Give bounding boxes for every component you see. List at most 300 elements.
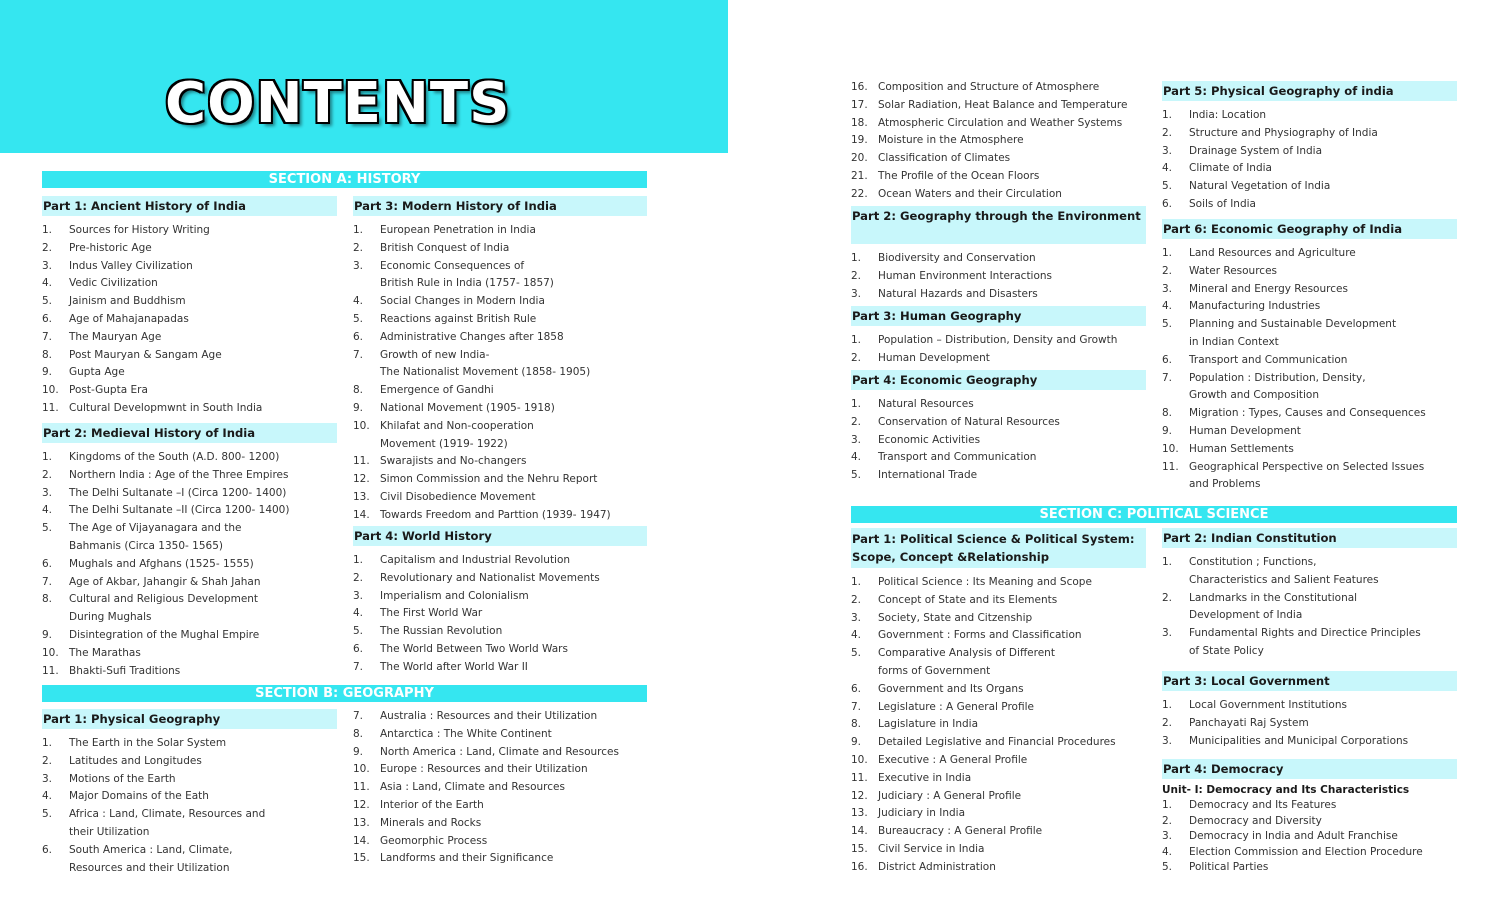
item-text: Human Settlements <box>1189 442 1294 455</box>
item-text: Political Parties <box>1189 861 1269 873</box>
part-heading: Part 1: Ancient History of India <box>42 196 337 216</box>
item-number: 14. <box>851 825 868 838</box>
list-item <box>1162 352 1457 370</box>
list-item <box>851 823 1146 841</box>
list-item <box>1162 196 1457 214</box>
item-text: Judiciary : A General Profile <box>878 789 1022 802</box>
item-number: 1. <box>851 334 862 346</box>
item-number: 7. <box>42 330 53 343</box>
polsci-part-3 <box>1162 671 1457 750</box>
item-number: 1. <box>42 737 53 749</box>
part-heading: Part 1: Political Science & Political System: Scope, Concept &Relationship <box>851 528 1146 568</box>
item-number: 1. <box>353 224 364 236</box>
item-text: Lagislature in India <box>878 718 979 731</box>
geography-part-4 <box>851 370 1146 485</box>
item-number: 7. <box>1162 371 1173 384</box>
item-number: 6. <box>851 682 862 695</box>
item-text: The First World War <box>380 607 483 620</box>
part-heading: Part 2: Indian Constitution <box>1162 528 1457 548</box>
item-number: 16. <box>851 860 868 873</box>
item-number: 5. <box>851 647 862 660</box>
list-item <box>42 842 337 878</box>
item-text: Asia : Land, Climate and Resources <box>380 781 565 794</box>
item-text: Economic Activities <box>878 433 981 446</box>
item-text: Mughals and Afghans (1525- 1555) <box>69 557 254 570</box>
section-b-header: SECTION B: GEOGRAPHY <box>42 685 647 702</box>
item-number: 5. <box>851 469 862 482</box>
item-number: 4. <box>851 629 862 642</box>
item-number: 2. <box>353 571 364 584</box>
history-part-2 <box>42 423 337 680</box>
item-number: 7. <box>353 660 364 673</box>
list-item <box>851 150 1146 168</box>
item-number: 5. <box>42 295 53 308</box>
list-item <box>42 400 337 418</box>
item-text: Structure and Physiography of India <box>1189 126 1378 139</box>
list-item <box>42 275 337 293</box>
section-c-header: SECTION C: POLITICAL SCIENCE <box>851 506 1457 523</box>
item-text: Age of Akbar, Jahangir & Shah Jahan <box>69 575 261 588</box>
part-heading: Part 2: Medieval History of India <box>42 423 337 443</box>
item-text: Local Government Institutions <box>1189 699 1347 711</box>
item-list <box>42 222 337 418</box>
list-item <box>353 471 647 489</box>
list-item <box>353 507 647 525</box>
item-text: British Conquest of India <box>380 241 510 254</box>
item-text: Democracy and Diversity <box>1189 814 1322 827</box>
item-text: National Movement (1905- 1918) <box>380 401 555 414</box>
item-number: 19. <box>851 134 868 147</box>
item-list <box>851 79 1146 204</box>
item-number: 5. <box>42 522 53 535</box>
geography-part-1-continued-2 <box>851 79 1146 204</box>
item-text: The Earth in the Solar System <box>69 737 227 749</box>
item-text: Classification of Climates <box>878 152 1011 165</box>
list-item <box>851 681 1146 699</box>
item-text: Disintegration of the Mughal Empire <box>69 628 260 641</box>
list-item <box>42 311 337 329</box>
item-number: 4. <box>1162 300 1173 313</box>
item-number: 10. <box>1162 442 1179 455</box>
item-number: 12. <box>851 789 868 802</box>
list-item <box>42 556 337 574</box>
item-text: Executive : A General Profile <box>878 753 1028 766</box>
item-number: 2. <box>851 593 862 606</box>
item-text: Composition and Structure of Atmosphere <box>878 81 1100 93</box>
item-list <box>42 449 337 680</box>
item-number: 7. <box>353 710 364 722</box>
item-text: Drainage System of India <box>1189 144 1323 157</box>
item-number: 9. <box>42 628 53 641</box>
item-number: 11. <box>851 771 868 784</box>
item-number: 5. <box>1162 861 1173 873</box>
item-text: Migration : Types, Causes and Consequences <box>1189 407 1426 420</box>
item-number: 2. <box>1162 264 1173 277</box>
item-number: 2. <box>851 269 862 282</box>
item-number: 12. <box>353 798 370 811</box>
history-part-3 <box>353 196 647 525</box>
item-text: Human Development <box>1189 424 1301 437</box>
list-item <box>353 418 647 454</box>
item-number: 2. <box>1162 814 1173 827</box>
list-item <box>42 735 337 753</box>
item-number: 8. <box>353 384 364 397</box>
item-text: Interior of the Earth <box>380 798 484 811</box>
list-item <box>353 744 647 762</box>
item-number: 1. <box>1162 799 1173 811</box>
item-text: Conservation of Natural Resources <box>878 415 1060 428</box>
list-item <box>353 833 647 851</box>
list-item <box>851 841 1146 859</box>
item-number: 1. <box>851 252 862 264</box>
geography-part-6 <box>1162 219 1457 494</box>
list-item <box>1162 459 1457 495</box>
list-item <box>1162 625 1457 661</box>
item-text: Civil Disobedience Movement <box>380 490 536 503</box>
item-number: 3. <box>1162 830 1173 842</box>
item-number: 3. <box>353 259 364 272</box>
unit-heading: Unit- I: Democracy and Its Characteristics <box>1162 784 1410 796</box>
item-number: 4. <box>353 607 364 620</box>
item-list <box>1162 554 1457 661</box>
list-item <box>1162 178 1457 196</box>
item-text: India: Location <box>1189 109 1267 121</box>
item-number: 2. <box>1162 716 1173 729</box>
item-number: 8. <box>1162 407 1173 420</box>
part-heading: Part 4: Democracy <box>1162 759 1457 779</box>
item-list <box>1162 697 1457 750</box>
list-item <box>353 588 647 606</box>
item-number: 15. <box>353 852 370 865</box>
item-number: 14. <box>353 834 370 847</box>
item-number: 4. <box>851 451 862 464</box>
item-number: 10. <box>42 384 59 397</box>
list-item <box>353 605 647 623</box>
item-text: The Profile of the Ocean Floors <box>878 169 1040 182</box>
list-item <box>353 489 647 507</box>
list-item <box>851 610 1146 628</box>
list-item <box>851 414 1146 432</box>
item-number: 15. <box>851 842 868 855</box>
item-number: 1. <box>1162 109 1173 121</box>
list-item <box>1162 860 1457 876</box>
part-heading: Part 2: Geography through the Environment <box>851 206 1146 244</box>
item-list <box>353 708 647 868</box>
section-a-header: SECTION A: HISTORY <box>42 171 647 188</box>
item-list <box>42 735 337 877</box>
item-number: 1. <box>1162 556 1173 568</box>
item-number: 2. <box>42 241 53 254</box>
item-number: 6. <box>353 642 364 655</box>
item-text: Human Development <box>878 351 990 364</box>
list-item <box>851 79 1146 97</box>
list-item <box>42 382 337 400</box>
item-number: 13. <box>353 490 370 503</box>
item-text: Water Resources <box>1189 264 1277 277</box>
item-text: Population – Distribution, Density and Growth <box>878 334 1118 346</box>
item-text: Indus Valley Civilization <box>69 259 193 272</box>
part-heading: Part 5: Physical Geography of india <box>1162 81 1457 101</box>
item-text: Biodiversity and Conservation <box>878 252 1036 264</box>
list-item <box>1162 441 1457 459</box>
item-text: Transport and Communication <box>878 451 1037 464</box>
item-text: Atmospheric Circulation and Weather Systems <box>878 116 1123 129</box>
list-item <box>42 240 337 258</box>
list-item <box>851 805 1146 823</box>
list-item <box>1162 160 1457 178</box>
item-number: 3. <box>42 486 53 499</box>
item-number: 1. <box>42 451 53 463</box>
list-item <box>353 761 647 779</box>
list-item <box>851 627 1146 645</box>
item-text: Climate of India <box>1189 162 1272 175</box>
item-number: 10. <box>353 763 370 776</box>
item-text: Emergence of Gandhi <box>380 384 494 397</box>
item-text: Europe : Resources and their Utilization <box>380 763 588 776</box>
item-text: Government : Forms and Classification <box>878 629 1082 642</box>
item-list <box>851 332 1146 368</box>
list-item <box>42 771 337 789</box>
list-item <box>353 570 647 588</box>
list-item <box>353 708 647 726</box>
item-text: Concept of State and its Elements <box>878 593 1058 606</box>
list-item <box>851 859 1146 877</box>
item-number: 22. <box>851 187 868 200</box>
item-text: Gupta Age <box>69 366 125 379</box>
list-item <box>353 329 647 347</box>
item-text: Panchayati Raj System <box>1189 716 1309 729</box>
item-text: Administrative Changes after 1858 <box>380 330 564 343</box>
item-number: 7. <box>353 348 364 361</box>
item-text: Ocean Waters and their Circulation <box>878 187 1062 200</box>
item-text: Natural Vegetation of India <box>1189 180 1331 193</box>
item-text: Mineral and Energy Resources <box>1189 282 1348 295</box>
list-item <box>353 347 647 383</box>
list-item <box>42 347 337 365</box>
item-text: Fundamental Rights and Directice Principles of State Policy <box>1189 627 1421 657</box>
list-item <box>42 591 337 627</box>
item-number: 6. <box>353 330 364 343</box>
item-text: Geographical Perspective on Selected Issues and Problems <box>1189 460 1425 491</box>
list-item <box>1162 715 1457 733</box>
list-item <box>353 623 647 641</box>
list-item <box>42 449 337 467</box>
list-item <box>42 467 337 485</box>
item-number: 2. <box>851 415 862 428</box>
item-text: Australia : Resources and their Utilization <box>380 710 598 722</box>
list-item <box>353 240 647 258</box>
item-text: Constitution ; Functions, Characteristics and Salient Features <box>1189 556 1379 586</box>
item-text: South America : Land, Climate, Resources and their Utilization <box>69 843 233 874</box>
item-text: Social Changes in Modern India <box>380 295 545 308</box>
item-text: Economic Consequences of British Rule in India (1757- 1857) <box>380 259 554 290</box>
item-number: 6. <box>42 843 53 856</box>
list-item <box>353 797 647 815</box>
list-item <box>851 752 1146 770</box>
list-item <box>851 449 1146 467</box>
item-text: European Penetration in India <box>380 224 536 236</box>
item-number: 2. <box>42 754 53 767</box>
list-item <box>42 645 337 663</box>
item-text: Pre-historic Age <box>69 241 152 254</box>
item-number: 8. <box>42 593 53 606</box>
item-number: 2. <box>353 241 364 254</box>
geography-part-2 <box>851 206 1146 303</box>
item-number: 4. <box>42 277 53 290</box>
list-item <box>1162 263 1457 281</box>
item-text: Sources for History Writing <box>69 224 210 236</box>
item-text: North America : Land, Climate and Resources <box>380 745 619 758</box>
item-number: 3. <box>851 287 862 300</box>
item-number: 3. <box>42 259 53 272</box>
item-number: 4. <box>42 790 53 803</box>
list-item <box>353 552 647 570</box>
part-heading: Part 3: Human Geography <box>851 306 1146 326</box>
item-number: 6. <box>1162 353 1173 366</box>
list-item <box>42 788 337 806</box>
part-heading: Part 1: Physical Geography <box>42 709 337 729</box>
item-number: 7. <box>851 700 862 713</box>
item-text: Manufacturing Industries <box>1189 300 1321 313</box>
part-heading: Part 3: Local Government <box>1162 671 1457 691</box>
list-item <box>353 311 647 329</box>
item-number: 13. <box>353 816 370 829</box>
item-number: 6. <box>42 312 53 325</box>
list-item <box>851 250 1146 268</box>
item-number: 20. <box>851 152 868 165</box>
list-item <box>1162 125 1457 143</box>
list-item <box>353 779 647 797</box>
item-text: Land Resources and Agriculture <box>1189 247 1356 259</box>
item-number: 10. <box>353 419 370 432</box>
item-number: 3. <box>353 589 364 602</box>
list-item <box>353 382 647 400</box>
item-text: Political Science : Its Meaning and Scope <box>878 576 1092 588</box>
list-item <box>851 168 1146 186</box>
list-item <box>851 97 1146 115</box>
item-text: Antarctica : The White Continent <box>380 727 552 740</box>
list-item <box>851 574 1146 592</box>
item-number: 1. <box>1162 699 1173 711</box>
list-item <box>851 332 1146 350</box>
item-text: Major Domains of the Eath <box>69 790 209 803</box>
item-number: 5. <box>353 312 364 325</box>
item-text: Post-Gupta Era <box>69 384 148 397</box>
item-text: Municipalities and Municipal Corporations <box>1189 734 1409 747</box>
item-number: 14. <box>353 508 370 521</box>
list-item <box>1162 245 1457 263</box>
geography-part-5 <box>1162 81 1457 214</box>
item-number: 1. <box>851 398 862 410</box>
history-part-4 <box>353 526 647 677</box>
item-number: 5. <box>1162 180 1173 193</box>
item-text: Judiciary in India <box>878 807 966 820</box>
list-item <box>353 850 647 868</box>
list-item <box>851 186 1146 204</box>
history-part-1 <box>42 196 337 418</box>
item-text: The Mauryan Age <box>69 330 162 343</box>
list-item <box>851 734 1146 752</box>
list-item <box>1162 697 1457 715</box>
item-text: Natural Resources <box>878 398 974 410</box>
item-number: 4. <box>42 504 53 517</box>
item-text: Democracy and Its Features <box>1189 799 1337 811</box>
item-text: Latitudes and Longitudes <box>69 754 202 767</box>
item-text: Reactions against British Rule <box>380 312 537 325</box>
item-text: Democracy in India and Adult Franchise <box>1189 830 1398 842</box>
item-text: Minerals and Rocks <box>380 816 482 829</box>
item-number: 11. <box>42 401 59 414</box>
item-text: District Administration <box>878 860 996 873</box>
item-text: Jainism and Buddhism <box>69 295 186 308</box>
part-heading: Part 6: Economic Geography of India <box>1162 219 1457 239</box>
list-item <box>851 350 1146 368</box>
list-item <box>1162 370 1457 406</box>
item-number: 2. <box>1162 591 1173 604</box>
item-number: 4. <box>353 295 364 308</box>
item-text: Cultural and Religious Development During Mughals <box>69 593 259 624</box>
header-banner <box>0 0 728 153</box>
item-number: 1. <box>353 554 364 566</box>
list-item <box>851 699 1146 717</box>
item-number: 16. <box>851 81 868 93</box>
item-text: Natural Hazards and Disasters <box>878 287 1038 300</box>
item-text: Legislature : A General Profile <box>878 700 1034 713</box>
list-item <box>42 364 337 382</box>
item-list <box>353 222 647 525</box>
list-item <box>851 645 1146 681</box>
page-title: CONTENTS <box>165 71 511 136</box>
item-text: Bhakti-Sufi Traditions <box>69 664 181 677</box>
item-text: Human Environment Interactions <box>878 269 1053 282</box>
item-number: 4. <box>1162 845 1173 858</box>
list-item <box>353 659 647 677</box>
polsci-part-4 <box>1162 759 1457 876</box>
item-number: 1. <box>42 224 53 236</box>
item-number: 1. <box>1162 247 1173 259</box>
list-item <box>353 222 647 240</box>
list-item <box>42 293 337 311</box>
list-item <box>851 132 1146 150</box>
list-item <box>353 293 647 311</box>
item-text: The Russian Revolution <box>380 625 503 638</box>
list-item <box>851 788 1146 806</box>
list-item <box>42 806 337 842</box>
item-text: Imperialism and Colonialism <box>380 589 529 602</box>
list-item <box>353 726 647 744</box>
list-item <box>353 453 647 471</box>
item-number: 3. <box>1162 627 1173 640</box>
list-item <box>1162 107 1457 125</box>
polsci-part-2 <box>1162 528 1457 661</box>
list-item <box>1162 798 1457 814</box>
item-number: 12. <box>353 473 370 486</box>
item-number: 2. <box>1162 126 1173 139</box>
item-text: The Delhi Sultanate –I (Circa 1200- 1400) <box>69 486 287 499</box>
item-number: 9. <box>1162 424 1173 437</box>
item-number: 7. <box>42 575 53 588</box>
list-item <box>42 485 337 503</box>
item-number: 2. <box>851 351 862 364</box>
item-number: 18. <box>851 116 868 129</box>
item-list <box>851 574 1146 877</box>
polsci-part-1 <box>851 528 1146 877</box>
item-text: Government and Its Organs <box>878 682 1024 695</box>
item-text: Soils of India <box>1189 197 1256 210</box>
item-text: Bureaucracy : A General Profile <box>878 825 1043 838</box>
item-text: Comparative Analysis of Different forms of Government <box>878 647 1055 677</box>
item-list <box>851 396 1146 485</box>
